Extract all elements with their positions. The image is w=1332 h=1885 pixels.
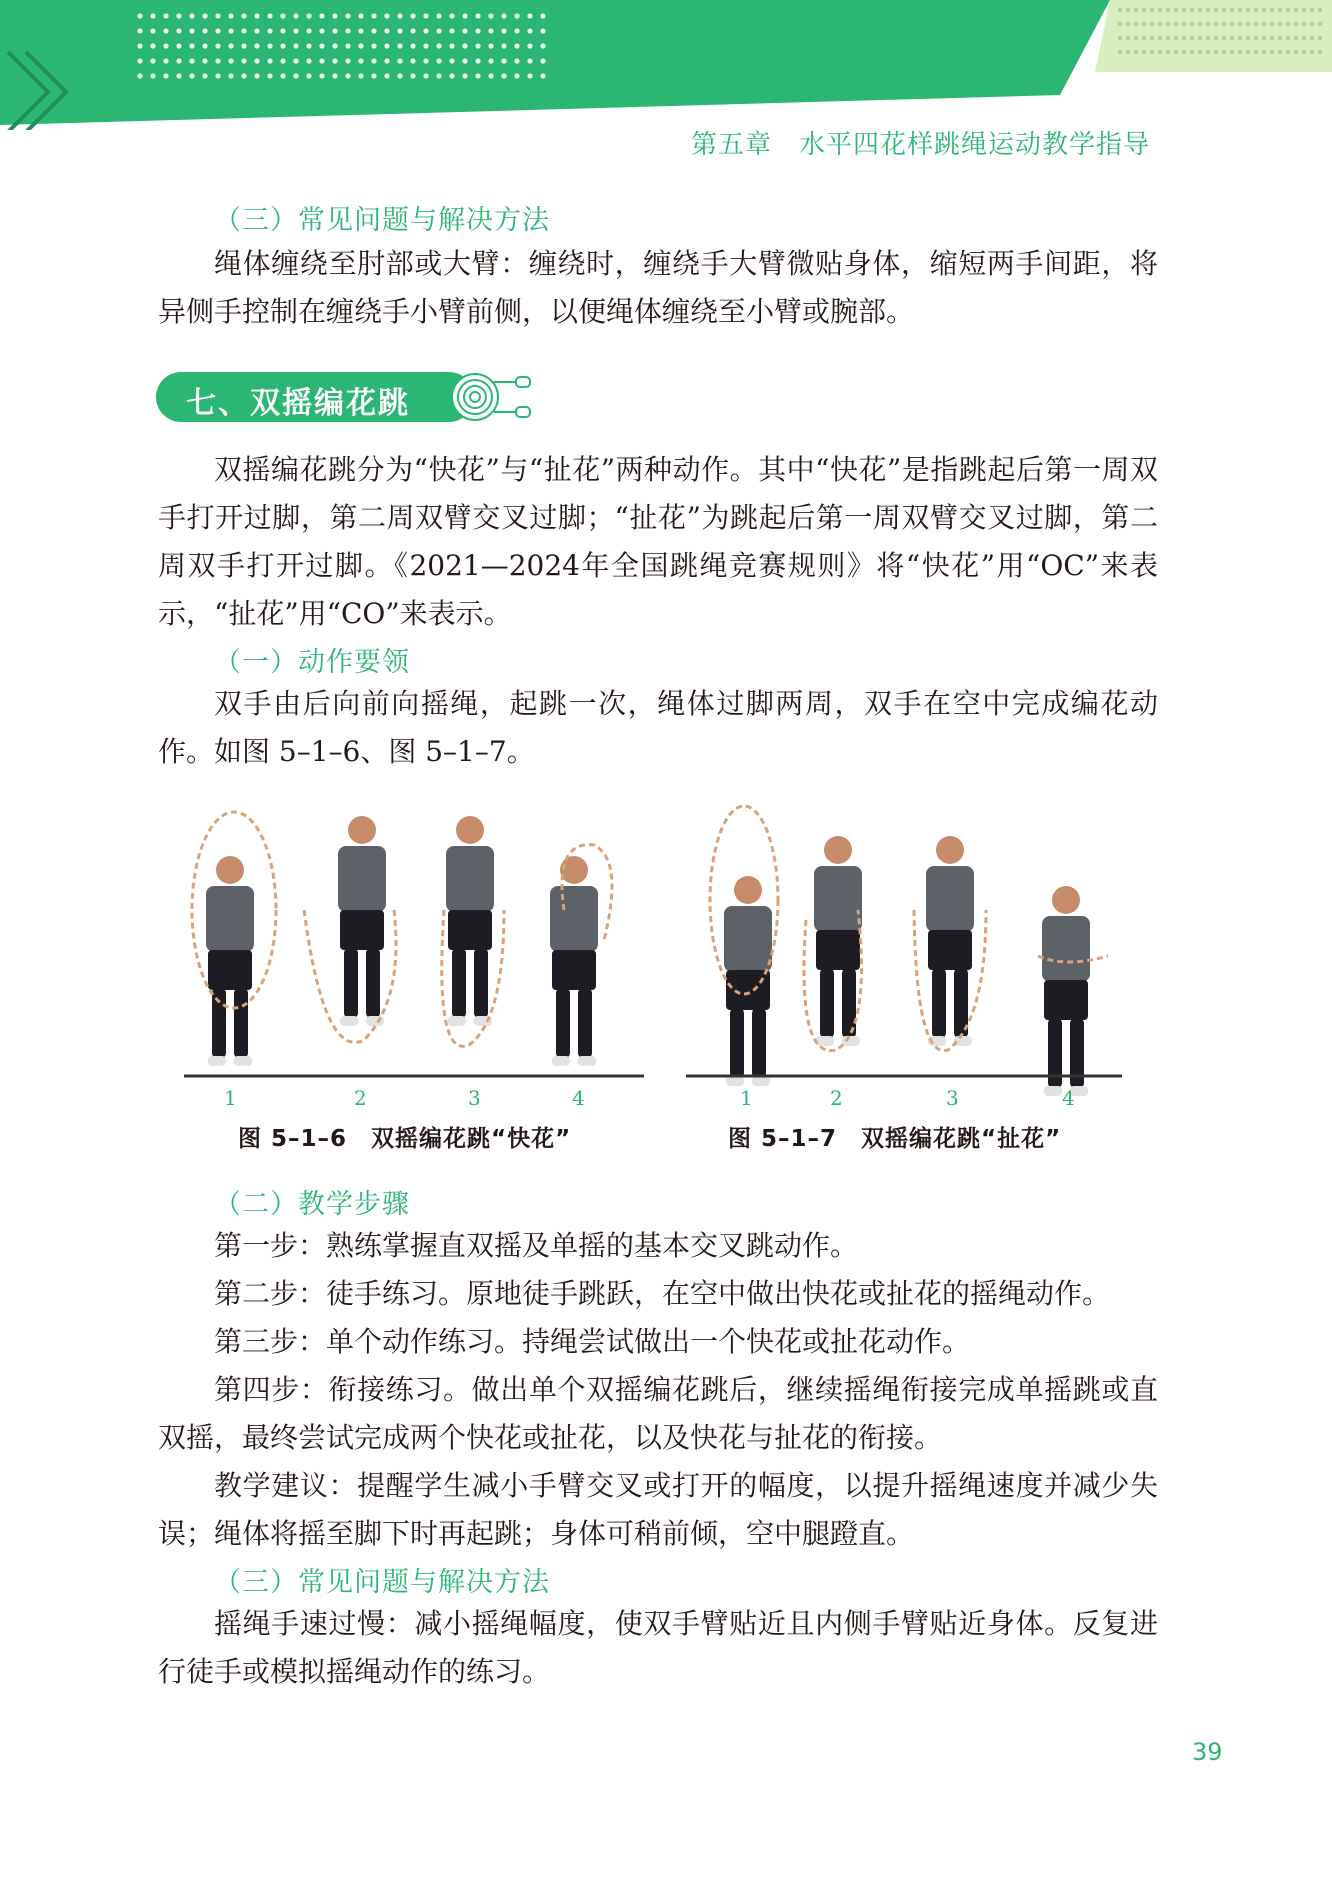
sub1-heading: （一）动作要领 bbox=[214, 647, 410, 678]
athlete-photo-2 bbox=[338, 816, 386, 1026]
teaching-advice: 教学建议：提醒学生减小手臂交叉或打开的幅度，以提升摇绳速度并减少失误；绳体将摇至脚下时再起跳；身体可稍前倾，空中腿蹬直。 bbox=[158, 1469, 1158, 1550]
step-3: 第三步：单个动作练习。持绳尝试做出一个快花或扯花动作。 bbox=[214, 1325, 971, 1358]
figure-5-1-7 bbox=[686, 800, 1122, 1160]
athlete-photo-4 bbox=[550, 856, 598, 1066]
step-2: 第二步：徒手练习。原地徒手跳跃，在空中做出快花或扯花的摇绳动作。 bbox=[214, 1277, 1111, 1310]
athlete-photo-1 bbox=[206, 856, 254, 1066]
page-number: 39 bbox=[1192, 1738, 1223, 1766]
step-1: 第一步：熟练掌握直双摇及单摇的基本交叉跳动作。 bbox=[214, 1229, 859, 1262]
top-paragraph: 绳体缠绕至肘部或大臂：缠绕时，缠绕手大臂微贴身体，缩短两手间距，将异侧手控制在缠绕手小臂前侧，以便绳体缠绕至小臂或腕部。 bbox=[158, 247, 1158, 328]
fig1-label-4: 4 bbox=[572, 1086, 585, 1110]
fig2-label-3: 3 bbox=[946, 1086, 959, 1110]
jump-rope-icon bbox=[450, 372, 536, 422]
bottom-paragraph: 摇绳手速过慢：减小摇绳幅度，使双手臂贴近且内侧手臂贴近身体。反复进行徒手或模拟摇绳动作的练习。 bbox=[158, 1607, 1158, 1688]
steps-heading: （二）教学步骤 bbox=[214, 1189, 410, 1220]
fig1-label-2: 2 bbox=[354, 1086, 367, 1110]
section-intro: 双摇编花跳分为“快花”与“扯花”两种动作。其中“快花”是指跳起后第一周双手打开过脚，第二周双臂交叉过脚；“扯花”为跳起后第一周双臂交叉过脚，第二周双手打开过脚。《2021—2024年全国跳绳竞赛规则》将“快花”用“OC”来表示，“扯花”用“CO”来表示。 bbox=[158, 453, 1158, 630]
fig2-label-2: 2 bbox=[830, 1086, 843, 1110]
figure-5-1-6-illustration bbox=[184, 800, 644, 1100]
athlete-photo-8 bbox=[1042, 886, 1090, 1096]
step-4: 第四步：衔接练习。做出单个双摇编花跳后，继续摇绳衔接完成单摇跳或直双摇，最终尝试完成两个快花或扯花，以及快花与扯花的衔接。 bbox=[158, 1373, 1158, 1454]
figure-5-1-6 bbox=[184, 800, 644, 1160]
top-subheading: （三）常见问题与解决方法 bbox=[214, 205, 550, 236]
fig1-label-1: 1 bbox=[224, 1086, 237, 1110]
header-banner bbox=[0, 0, 1332, 130]
fig2-label-4: 4 bbox=[1062, 1086, 1075, 1110]
section-title: 七、双摇编花跳 bbox=[186, 386, 410, 421]
figure-5-1-7-caption: 图 5–1–7 双摇编花跳“扯花” bbox=[728, 1126, 1062, 1152]
figure-5-1-6-caption: 图 5–1–6 双摇编花跳“快花” bbox=[238, 1126, 572, 1152]
athlete-photo-3 bbox=[446, 816, 494, 1026]
sub1-text: 双手由后向前向摇绳，起跳一次，绳体过脚两周，双手在空中完成编花动作。如图 5–1–6、图 5–1–7。 bbox=[158, 687, 1158, 768]
athlete-photo-5 bbox=[724, 876, 772, 1086]
section-title-pill bbox=[156, 372, 536, 422]
chapter-title: 第五章 水平四花样跳绳运动教学指导 bbox=[690, 130, 1150, 160]
figure-5-1-7-illustration bbox=[686, 800, 1122, 1100]
fig2-label-1: 1 bbox=[740, 1086, 753, 1110]
fig1-label-3: 3 bbox=[468, 1086, 481, 1110]
athlete-photo-6 bbox=[814, 836, 862, 1046]
bottom-subheading: （三）常见问题与解决方法 bbox=[214, 1567, 550, 1598]
athlete-photo-7 bbox=[926, 836, 974, 1046]
